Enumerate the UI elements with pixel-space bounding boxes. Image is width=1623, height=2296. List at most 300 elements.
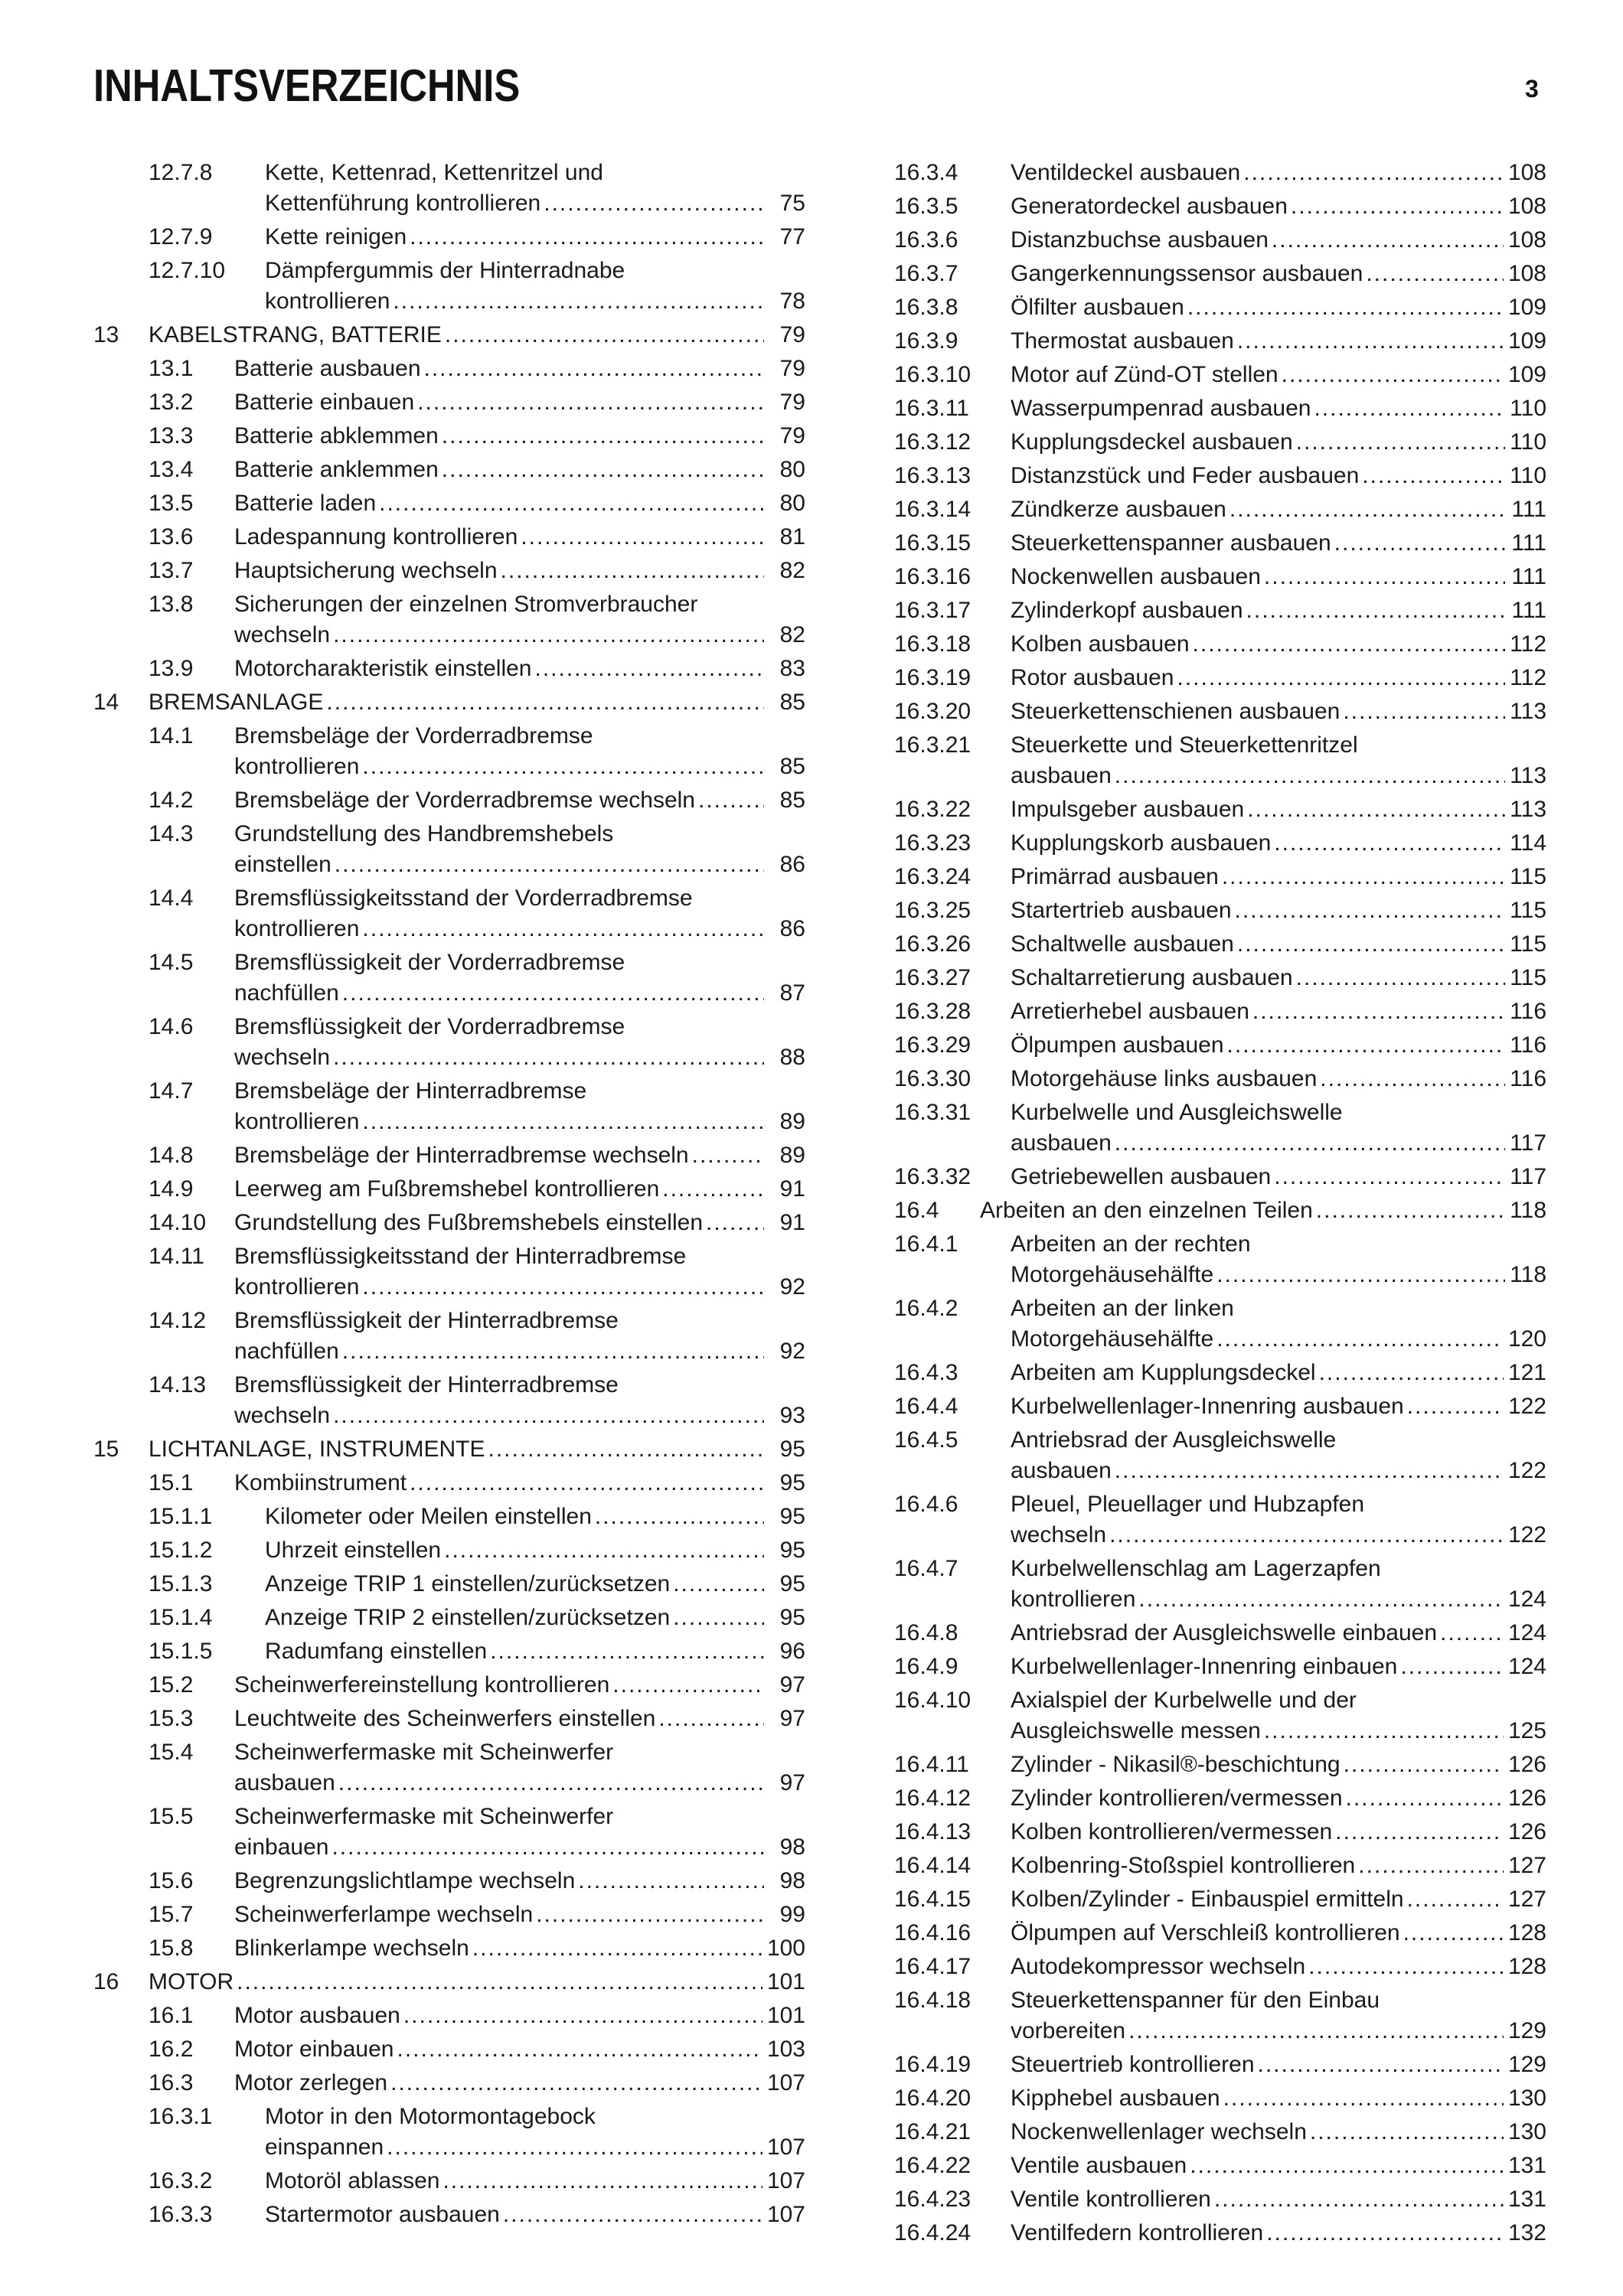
toc-entry[interactable] xyxy=(93,1140,805,1171)
toc-title-line xyxy=(1011,1128,1546,1159)
toc-title-text: Motorgehäusehälfte xyxy=(1011,1326,1214,1352)
toc-title-line: Bremsflüssigkeit der Vorderradbremse xyxy=(234,950,625,975)
toc-entry-number: 16.3.6 xyxy=(894,227,958,253)
toc-title-line xyxy=(1011,828,1546,859)
toc-entry-number: 13.8 xyxy=(149,592,194,617)
toc-title-line xyxy=(234,1866,805,1896)
toc-entry[interactable] xyxy=(93,1012,805,1073)
toc-title-line: Sicherungen der einzelnen Stromverbraucher xyxy=(234,592,698,617)
toc-entry-title xyxy=(265,1603,805,1633)
toc-page-number: 122 xyxy=(1507,1394,1546,1419)
toc-page-number: 108 xyxy=(1507,227,1546,253)
toc-entry[interactable] xyxy=(93,556,805,586)
toc-entry[interactable] xyxy=(894,1195,1546,1226)
toc-entry[interactable] xyxy=(894,1391,1546,1422)
dot-leader xyxy=(1109,1520,1504,1551)
toc-entry[interactable] xyxy=(93,2001,805,2031)
toc-title-text: Ölfilter ausbauen xyxy=(1011,295,1184,320)
toc-entry-number: 16.3.2 xyxy=(149,2168,213,2193)
toc-entry[interactable] xyxy=(93,1802,805,1863)
toc-entry[interactable] xyxy=(93,1208,805,1238)
toc-entry[interactable] xyxy=(894,1884,1546,1915)
toc-title-line xyxy=(234,914,805,944)
toc-page-number: 103 xyxy=(766,2037,805,2062)
toc-entry[interactable] xyxy=(894,1064,1546,1094)
toc-entry-number: 14.7 xyxy=(149,1078,194,1104)
toc-page-number: 124 xyxy=(1507,1587,1546,1612)
toc-entry-title xyxy=(1011,1918,1546,1949)
toc-entry[interactable] xyxy=(894,794,1546,825)
toc-entry[interactable] xyxy=(93,421,805,452)
toc-title-line xyxy=(1011,761,1546,791)
dot-leader xyxy=(1223,2083,1504,2114)
toc-title-line xyxy=(149,1967,805,1998)
toc-entry-title xyxy=(149,687,805,718)
toc-title-line xyxy=(234,1174,805,1205)
toc-title-text: Motor auf Zünd-OT stellen xyxy=(1011,362,1278,387)
toc-entry[interactable] xyxy=(894,1817,1546,1848)
toc-entry[interactable] xyxy=(894,1783,1546,1814)
toc-entry[interactable] xyxy=(894,1985,1546,2047)
toc-title-line xyxy=(265,1535,805,1566)
toc-entry-number: 16.4.13 xyxy=(894,1819,972,1844)
toc-entry-title xyxy=(234,1704,805,1734)
toc-page-number: 107 xyxy=(766,2202,805,2227)
toc-page-number: 109 xyxy=(1507,328,1546,354)
toc-title-line xyxy=(234,654,805,684)
toc-entry[interactable] xyxy=(894,1229,1546,1290)
toc-title-text: Bremsbeläge der Hinterradbremse wechseln xyxy=(234,1143,689,1168)
toc-title-text: kontrollieren xyxy=(234,916,360,941)
toc-title-line xyxy=(1011,2151,1546,2181)
toc-entry-number: 13.6 xyxy=(149,524,194,550)
toc-title-line xyxy=(234,978,805,1009)
toc-entry[interactable] xyxy=(93,1468,805,1499)
dot-leader xyxy=(1193,629,1505,660)
toc-entry[interactable] xyxy=(93,2166,805,2197)
toc-entry-title xyxy=(1011,1030,1546,1061)
toc-entry[interactable] xyxy=(894,895,1546,926)
dot-leader xyxy=(403,2001,763,2031)
toc-title-line xyxy=(1011,1391,1546,1422)
toc-title-line xyxy=(1011,259,1546,289)
toc-entry[interactable] xyxy=(894,629,1546,660)
toc-title-text: Motor einbauen xyxy=(234,2037,394,2062)
toc-title-line xyxy=(234,1832,805,1863)
toc-entry[interactable] xyxy=(894,326,1546,357)
toc-entry[interactable] xyxy=(93,320,805,351)
toc-entry[interactable] xyxy=(93,1933,805,1964)
toc-entry[interactable] xyxy=(93,2200,805,2230)
dot-leader xyxy=(1246,595,1505,626)
toc-entry[interactable] xyxy=(894,1489,1546,1551)
toc-entry[interactable] xyxy=(93,2068,805,2099)
dot-leader xyxy=(1274,1162,1505,1192)
toc-entry-number: 13.5 xyxy=(149,491,194,516)
toc-entry-title xyxy=(234,1933,805,1964)
toc-entry[interactable] xyxy=(93,1900,805,1930)
toc-entry-number: 16.3.28 xyxy=(894,999,972,1024)
toc-entry[interactable] xyxy=(93,256,805,317)
toc-entry[interactable] xyxy=(93,1866,805,1896)
toc-entry[interactable] xyxy=(93,1603,805,1633)
toc-entry[interactable] xyxy=(93,1241,805,1303)
toc-entry-number: 14.4 xyxy=(149,885,194,911)
toc-title-line xyxy=(1011,1750,1546,1780)
toc-page-number: 114 xyxy=(1510,830,1546,856)
toc-title-text: Hauptsicherung wechseln xyxy=(234,558,498,583)
toc-title-text: Ladespannung kontrollieren xyxy=(234,524,518,550)
toc-page-number: 89 xyxy=(779,1143,805,1168)
dot-leader xyxy=(1314,393,1505,424)
toc-entry-title xyxy=(234,1174,805,1205)
toc-entry-number: 13.9 xyxy=(149,656,194,681)
toc-entry[interactable] xyxy=(894,2184,1546,2215)
toc-title-text: Getriebewellen ausbauen xyxy=(1011,1164,1272,1189)
toc-entry[interactable] xyxy=(894,828,1546,859)
toc-entry-number: 16.4.8 xyxy=(894,1620,958,1645)
toc-entry[interactable] xyxy=(894,929,1546,960)
toc-entry[interactable] xyxy=(894,191,1546,222)
toc-title-line xyxy=(1011,1652,1546,1682)
toc-page-number: 95 xyxy=(779,1437,805,1462)
toc-entry-title xyxy=(234,387,805,418)
toc-title-line xyxy=(234,1272,805,1303)
toc-entry[interactable] xyxy=(894,1750,1546,1780)
toc-entry[interactable] xyxy=(93,589,805,651)
toc-title-line xyxy=(1011,292,1546,323)
toc-entry-title xyxy=(1011,929,1546,960)
toc-page-number: 124 xyxy=(1507,1620,1546,1645)
toc-entry-number: 16.3.1 xyxy=(149,2104,213,2129)
toc-entry[interactable] xyxy=(894,562,1546,592)
toc-entry-title xyxy=(1011,1097,1546,1159)
toc-title-line xyxy=(1011,393,1546,424)
toc-entry-title xyxy=(1011,1783,1546,1814)
toc-entry-title xyxy=(980,1195,1546,1226)
toc-title-line xyxy=(1011,895,1546,926)
toc-page-number: 116 xyxy=(1510,1032,1546,1058)
toc-entry-title xyxy=(1011,2218,1546,2249)
toc-entry-number: 14.13 xyxy=(149,1372,207,1397)
toc-entry[interactable] xyxy=(894,292,1546,323)
toc-entry[interactable] xyxy=(894,1162,1546,1192)
toc-entry[interactable] xyxy=(93,1502,805,1532)
dot-leader xyxy=(1247,794,1505,825)
toc-title-text: Ölpumpen auf Verschleiß kontrollieren xyxy=(1011,1920,1400,1945)
toc-entry-number: 15.5 xyxy=(149,1804,194,1829)
toc-entry[interactable] xyxy=(894,393,1546,424)
toc-entry-title xyxy=(1011,2050,1546,2080)
toc-entry[interactable] xyxy=(93,1967,805,1998)
toc-entry-number: 15.3 xyxy=(149,1706,194,1731)
toc-title-text: Primärrad ausbauen xyxy=(1011,864,1219,889)
toc-entry-number: 16.4.6 xyxy=(894,1492,958,1517)
dot-leader xyxy=(333,1401,764,1431)
toc-title-text: Ventile ausbauen xyxy=(1011,2153,1187,2178)
toc-entry[interactable] xyxy=(894,1097,1546,1159)
toc-title-text: Kilometer oder Meilen einstellen xyxy=(265,1504,592,1529)
toc-entry-title xyxy=(1011,1685,1546,1746)
toc-title-text: Kurbelwellenlager-Innenring einbauen xyxy=(1011,1654,1398,1679)
toc-entry-title xyxy=(1011,528,1546,559)
toc-entry-title xyxy=(1011,1391,1546,1422)
toc-title-text: Ventilfedern kontrollieren xyxy=(1011,2220,1264,2245)
toc-entry-number: 15.1.4 xyxy=(149,1605,213,1630)
toc-title-line xyxy=(234,1704,805,1734)
dot-leader xyxy=(387,2132,763,2163)
dot-leader xyxy=(1407,1391,1504,1422)
toc-entry[interactable] xyxy=(894,1952,1546,1982)
toc-title-text: Uhrzeit einstellen xyxy=(265,1538,442,1563)
toc-entry-title xyxy=(234,819,805,880)
toc-entry[interactable] xyxy=(93,1670,805,1701)
toc-title-line xyxy=(234,785,805,816)
toc-entry[interactable] xyxy=(93,222,805,253)
toc-entry-number: 13 xyxy=(93,322,119,347)
toc-page-number: 109 xyxy=(1507,362,1546,387)
toc-entry[interactable] xyxy=(894,360,1546,390)
dot-leader xyxy=(1366,259,1504,289)
toc-entry-number: 16.3.11 xyxy=(894,396,969,421)
toc-title-line xyxy=(1011,1584,1546,1615)
toc-entry[interactable] xyxy=(93,354,805,384)
dot-leader xyxy=(1187,292,1504,323)
toc-entry[interactable] xyxy=(894,1618,1546,1649)
toc-entry[interactable] xyxy=(894,494,1546,525)
toc-title-line xyxy=(234,2068,805,2099)
toc-title-text: BREMSANLAGE xyxy=(149,690,324,715)
dot-leader xyxy=(698,785,764,816)
toc-entry-title xyxy=(234,1241,805,1303)
toc-entry[interactable] xyxy=(93,721,805,782)
toc-page-number: 98 xyxy=(779,1868,805,1893)
toc-entry[interactable] xyxy=(93,1636,805,1667)
toc-title-line xyxy=(1011,191,1546,222)
toc-title-text: Steuerkettenschienen ausbauen xyxy=(1011,699,1341,724)
toc-entry[interactable] xyxy=(93,1370,805,1431)
toc-entry[interactable] xyxy=(894,1425,1546,1486)
toc-entry[interactable] xyxy=(93,488,805,519)
toc-entry[interactable] xyxy=(894,225,1546,256)
toc-entry[interactable] xyxy=(894,427,1546,458)
toc-entry[interactable] xyxy=(93,1306,805,1367)
toc-entry[interactable] xyxy=(894,2117,1546,2148)
dot-leader xyxy=(362,1107,764,1137)
toc-title-text: Generatordeckel ausbauen xyxy=(1011,194,1288,219)
toc-title-text: Motorgehäusehälfte xyxy=(1011,1262,1214,1287)
toc-entry[interactable] xyxy=(894,2151,1546,2181)
toc-title-line xyxy=(1011,1358,1546,1388)
toc-entry[interactable] xyxy=(894,1554,1546,1615)
toc-entry-title xyxy=(234,721,805,782)
toc-title-text: Zündkerze ausbauen xyxy=(1011,497,1226,522)
toc-entry-number: 13.1 xyxy=(149,356,194,381)
dot-leader xyxy=(692,1140,764,1171)
dot-leader xyxy=(1346,1783,1504,1814)
toc-entry[interactable] xyxy=(894,2218,1546,2249)
toc-entry[interactable] xyxy=(93,947,805,1009)
toc-entry[interactable] xyxy=(93,522,805,553)
dot-leader xyxy=(1264,1716,1504,1746)
toc-entry-title xyxy=(1011,2117,1546,2148)
toc-title-text: LICHTANLAGE, INSTRUMENTE xyxy=(149,1437,485,1462)
toc-entry-number: 16.3.3 xyxy=(149,2202,213,2227)
toc-entry[interactable] xyxy=(894,663,1546,693)
toc-entry[interactable] xyxy=(894,862,1546,892)
dot-leader xyxy=(1343,696,1505,727)
toc-entry-title xyxy=(1011,2184,1546,2215)
toc-entry[interactable] xyxy=(93,1434,805,1465)
toc-entry[interactable] xyxy=(894,595,1546,626)
toc-entry-title xyxy=(234,1076,805,1137)
dot-leader xyxy=(410,222,764,253)
toc-entry[interactable] xyxy=(894,696,1546,727)
toc-entry-number: 12.7.9 xyxy=(149,224,213,249)
toc-entry[interactable] xyxy=(894,2050,1546,2080)
toc-entry[interactable] xyxy=(93,455,805,485)
toc-title-line xyxy=(1011,1030,1546,1061)
toc-entry[interactable] xyxy=(93,819,805,880)
toc-entry-title xyxy=(265,1569,805,1600)
dot-leader xyxy=(488,1434,765,1465)
toc-entry[interactable] xyxy=(93,158,805,219)
toc-entry-number: 16.3.19 xyxy=(894,665,972,690)
toc-entry[interactable] xyxy=(93,1737,805,1799)
toc-entry[interactable] xyxy=(93,1704,805,1734)
toc-page-number: 78 xyxy=(779,289,805,314)
toc-title-text: Motoröl ablassen xyxy=(265,2168,440,2193)
toc-title-line xyxy=(1011,629,1546,660)
toc-title-text: nachfüllen xyxy=(234,980,339,1006)
toc-entry-title xyxy=(1011,326,1546,357)
toc-entry[interactable] xyxy=(93,1569,805,1600)
dot-leader xyxy=(662,1174,764,1205)
toc-entry[interactable] xyxy=(894,1851,1546,1881)
dot-leader xyxy=(1115,1456,1504,1486)
dot-leader xyxy=(1400,1652,1504,1682)
toc-entry[interactable] xyxy=(894,1685,1546,1746)
dot-leader xyxy=(1128,2016,1504,2047)
page-title: INHALTSVERZEICHNIS xyxy=(93,60,521,111)
toc-entry-number: 16.3 xyxy=(149,2070,194,2095)
toc-page-number: 130 xyxy=(1507,2086,1546,2111)
toc-title-text: Ölpumpen ausbauen xyxy=(1011,1032,1224,1058)
toc-title-line xyxy=(1011,1324,1546,1355)
dot-leader xyxy=(1190,2151,1504,2181)
toc-entry-number: 15.1.1 xyxy=(149,1504,213,1529)
toc-entry-title xyxy=(1011,494,1546,525)
toc-entry-number: 16.4.15 xyxy=(894,1887,972,1912)
toc-entry[interactable] xyxy=(93,1076,805,1137)
dot-leader xyxy=(1274,828,1505,859)
toc-title-text: wechseln xyxy=(234,1045,331,1070)
toc-title-text: Arbeiten an den einzelnen Teilen xyxy=(980,1198,1313,1223)
toc-entry-title xyxy=(1011,1985,1546,2047)
toc-entry[interactable] xyxy=(894,1293,1546,1355)
dot-leader xyxy=(442,421,764,452)
toc-entry[interactable] xyxy=(894,461,1546,491)
toc-entry-title xyxy=(1011,562,1546,592)
toc-entry[interactable] xyxy=(93,883,805,944)
toc-entry[interactable] xyxy=(894,2083,1546,2114)
toc-title-line: Grundstellung des Handbremshebels xyxy=(234,821,614,846)
toc-page-number: 113 xyxy=(1510,699,1546,724)
toc-entry-title xyxy=(234,2001,805,2031)
toc-entry-title xyxy=(1011,1618,1546,1649)
toc-entry[interactable] xyxy=(93,2034,805,2065)
toc-title-line xyxy=(234,488,805,519)
toc-entry-number: 16.3.12 xyxy=(894,429,972,455)
toc-entry[interactable] xyxy=(93,654,805,684)
toc-entry[interactable] xyxy=(894,1030,1546,1061)
toc-entry[interactable] xyxy=(894,1358,1546,1388)
toc-title-line xyxy=(1011,1260,1546,1290)
dot-leader xyxy=(1237,326,1504,357)
toc-entry[interactable] xyxy=(93,785,805,816)
toc-entry-title xyxy=(1011,794,1546,825)
toc-entry[interactable] xyxy=(93,1174,805,1205)
toc-entry[interactable] xyxy=(894,1918,1546,1949)
toc-entry-title xyxy=(1011,1554,1546,1615)
toc-page-number: 108 xyxy=(1507,160,1546,185)
toc-entry-title xyxy=(1011,1293,1546,1355)
toc-entry-number: 16.3.31 xyxy=(894,1100,972,1125)
toc-entry[interactable] xyxy=(93,1535,805,1566)
toc-entry[interactable] xyxy=(894,730,1546,791)
toc-title-line: Bremsflüssigkeit der Vorderradbremse xyxy=(234,1014,625,1039)
toc-page-number: 111 xyxy=(1511,564,1546,589)
toc-entry-title xyxy=(234,1866,805,1896)
dot-leader xyxy=(521,522,764,553)
toc-entry-title xyxy=(234,1370,805,1431)
toc-entry-title xyxy=(149,1434,805,1465)
toc-entry[interactable] xyxy=(93,2102,805,2163)
toc-title-line xyxy=(1011,326,1546,357)
toc-entry[interactable] xyxy=(894,528,1546,559)
toc-page-number: 115 xyxy=(1510,898,1546,923)
toc-title-line xyxy=(1011,461,1546,491)
toc-entry[interactable] xyxy=(93,687,805,718)
toc-entry[interactable] xyxy=(894,1652,1546,1682)
toc-entry-number: 16.4.11 xyxy=(894,1752,969,1777)
toc-entry-title xyxy=(1011,1229,1546,1290)
toc-entry-number: 16.3.17 xyxy=(894,598,972,623)
toc-entry[interactable] xyxy=(93,387,805,418)
dot-leader xyxy=(331,1832,764,1863)
toc-entry[interactable] xyxy=(894,963,1546,993)
toc-entry-number: 16.4.19 xyxy=(894,2052,972,2077)
toc-page-number: 121 xyxy=(1507,1360,1546,1385)
toc-page-number: 97 xyxy=(779,1706,805,1731)
toc-title-text: Ausgleichswelle messen xyxy=(1011,1718,1261,1743)
toc-title-line xyxy=(234,1401,805,1431)
toc-entry-title xyxy=(234,1012,805,1073)
toc-entry-number: 16.3.16 xyxy=(894,564,972,589)
toc-entry-title xyxy=(234,1670,805,1701)
toc-title-line: Axialspiel der Kurbelwelle und der xyxy=(1011,1688,1357,1713)
toc-page-number: 115 xyxy=(1510,864,1546,889)
toc-entry-number: 16.3.26 xyxy=(894,931,972,957)
toc-entry[interactable] xyxy=(894,996,1546,1027)
toc-entry-title xyxy=(234,947,805,1009)
dot-leader xyxy=(673,1569,764,1600)
toc-entry-title xyxy=(265,2200,805,2230)
toc-entry[interactable] xyxy=(894,158,1546,188)
toc-title-line xyxy=(265,2200,805,2230)
toc-entry[interactable] xyxy=(894,259,1546,289)
toc-entry-title xyxy=(1011,1884,1546,1915)
